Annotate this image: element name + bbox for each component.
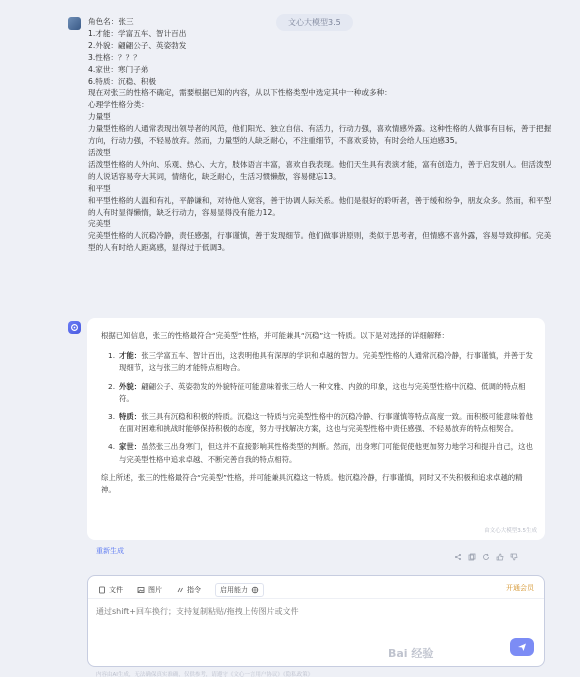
user-line: 角色名：张三 — [88, 17, 134, 26]
divider — [88, 598, 544, 599]
file-label: 文件 — [109, 586, 123, 594]
regenerate-button[interactable]: 重新生成 — [96, 547, 124, 555]
user-line: 1.才能：学富五车、智计百出 — [88, 28, 187, 38]
image-icon — [137, 586, 145, 594]
user-line: 和平型性格的人温和有礼，平静谦和，对待他人宽容，善于协调人际关系。他们是很好的聆听者，善于缓和纷争，朋友众多。然而，和平型的人有时显得懒惰，缺乏行动力，容易显得没有能力12。 — [88, 195, 552, 217]
answer-actions — [454, 546, 518, 554]
item-lead: 才能： — [119, 351, 142, 361]
message-input[interactable] — [96, 607, 496, 616]
answer-item — [108, 411, 533, 435]
answer-summary: 综上所述，张三的性格最符合“完美型”性格，并可能兼具沉稳这一特质。他沉稳冷静，行事谨慎，同时又不失积极和追求卓越的精神。 — [101, 472, 523, 495]
item-text: 张三学富五车、智计百出，这表明他具有深厚的学识和卓越的智力。完美型性格的人通常沉稳冷静，行事谨慎，并善于发现细节，这与张三的才能特点相吻合。 — [119, 351, 533, 373]
item-lead: 特质： — [119, 412, 142, 422]
vip-link[interactable]: 开通会员 — [506, 584, 534, 592]
plugin-icon — [251, 586, 259, 594]
share-icon[interactable] — [454, 546, 462, 554]
user-line: 心理学性格分类： — [88, 100, 149, 110]
disclaimer: 内容由AI生成，无法确保真实准确，仅供参考，请遵守《文心一言用户协议》《隐私政策》 — [96, 672, 314, 677]
watermark-logo: Bai 经验 — [388, 647, 434, 660]
user-line: 6.特质：沉稳、积极 — [88, 76, 156, 86]
send-icon — [517, 642, 527, 652]
user-line: 现在对张三的性格不确定，需要根据已知的内容，从以下性格类型中选定其中一种或多种： — [88, 88, 392, 98]
command-label: 指令 — [187, 586, 201, 594]
thumbs-down-icon[interactable] — [510, 546, 518, 554]
enable-capability-button[interactable] — [215, 583, 264, 597]
copy-icon[interactable] — [468, 546, 476, 554]
item-number: 4. — [108, 442, 116, 452]
item-lead: 外貌： — [119, 381, 142, 391]
answer-intro: 根据已知信息，张三的性格最符合“完美型”性格，并可能兼具“沉稳”这一特质。以下是对选择的详细解释： — [101, 331, 449, 340]
generated-by-note: 由文心大模型3.5生成 — [484, 527, 537, 534]
image-label: 图片 — [148, 586, 162, 594]
command-button[interactable] — [176, 585, 201, 595]
composer-box — [87, 575, 545, 667]
thumbs-up-icon[interactable] — [496, 546, 504, 554]
image-button[interactable] — [137, 585, 162, 595]
user-line: 4.家世：寒门子弟 — [88, 64, 149, 74]
file-button[interactable] — [98, 585, 123, 595]
model-badge[interactable]: 文心大模型3.5 — [276, 14, 353, 31]
item-text: 翩翩公子、英姿勃发的外貌特征可能意味着张三给人一种文雅、内敛的印象，这也与完美型性格中沉稳、低调的特点相符。 — [119, 381, 526, 403]
user-line: 2.外貌：翩翩公子、英姿勃发 — [88, 40, 187, 50]
user-line: 力量型 — [88, 112, 111, 122]
bot-avatar-icon — [68, 321, 81, 334]
user-line: 完美型性格的人沉稳冷静，责任感强，行事谨慎，善于发现细节。他们做事讲原则，类似于思考者，但情感不喜外露，容易导致抑郁。完美型的人有时给人距离感，显得过于低调3。 — [88, 231, 552, 253]
composer-toolbar — [98, 583, 264, 597]
answer-list — [101, 350, 533, 466]
item-text: 张三具有沉稳和积极的特质。沉稳这一特质与完美型性格中的沉稳冷静、行事谨慎等特点高度一致。而积极可能意味着他在面对困难和挑战时能够保持积极的态度，努力寻找解决方案，这也与完美型性格中责任感强、不轻易放弃的特点相契合。 — [119, 412, 533, 434]
user-line: 活泼型 — [88, 147, 111, 157]
answer-item — [108, 350, 533, 374]
enable-label: 启用能力 — [220, 586, 248, 594]
refresh-icon[interactable] — [482, 546, 490, 554]
item-number: 2. — [108, 381, 116, 391]
command-icon — [176, 586, 184, 594]
answer-item — [108, 441, 533, 465]
answer-item — [108, 381, 533, 405]
user-line: 完美型 — [88, 219, 111, 229]
user-avatar — [68, 17, 81, 30]
user-line: 3.性格：？？？ — [88, 52, 141, 62]
user-line: 和平型 — [88, 183, 111, 193]
send-button[interactable] — [510, 638, 534, 656]
item-number: 3. — [108, 412, 116, 422]
user-message — [88, 16, 558, 254]
item-number: 1. — [108, 351, 116, 361]
user-line: 力量型性格的人通常表现出领导者的风范，他们阳光、独立自信、有活力，行动力强，喜欢情感外露。这种性格的人做事有目标，善于把握方向，行动力强，不轻易放弃。然而，力量型的人缺乏耐心，不注重细节，不喜欢妥协，有时会给人压迫感35。 — [88, 124, 552, 146]
file-icon — [98, 586, 106, 594]
answer-card — [87, 318, 545, 540]
item-text: 虽然张三出身寒门，但这并不直接影响其性格类型的判断。然而，出身寒门可能促使他更加努力地学习和提升自己，这也与完美型性格中追求卓越、不断完善自我的特点相符。 — [119, 442, 533, 464]
user-line: 活泼型性格的人外向、乐观、热心、大方，肢体语言丰富，喜欢自我表现。他们天生具有表演才能，富有创造力，善于启发别人。但活泼型的人说话容易夸大其词，情绪化，缺乏耐心，生活习惯懒散，容易健忘13。 — [88, 159, 552, 181]
item-lead: 家世： — [119, 442, 142, 452]
